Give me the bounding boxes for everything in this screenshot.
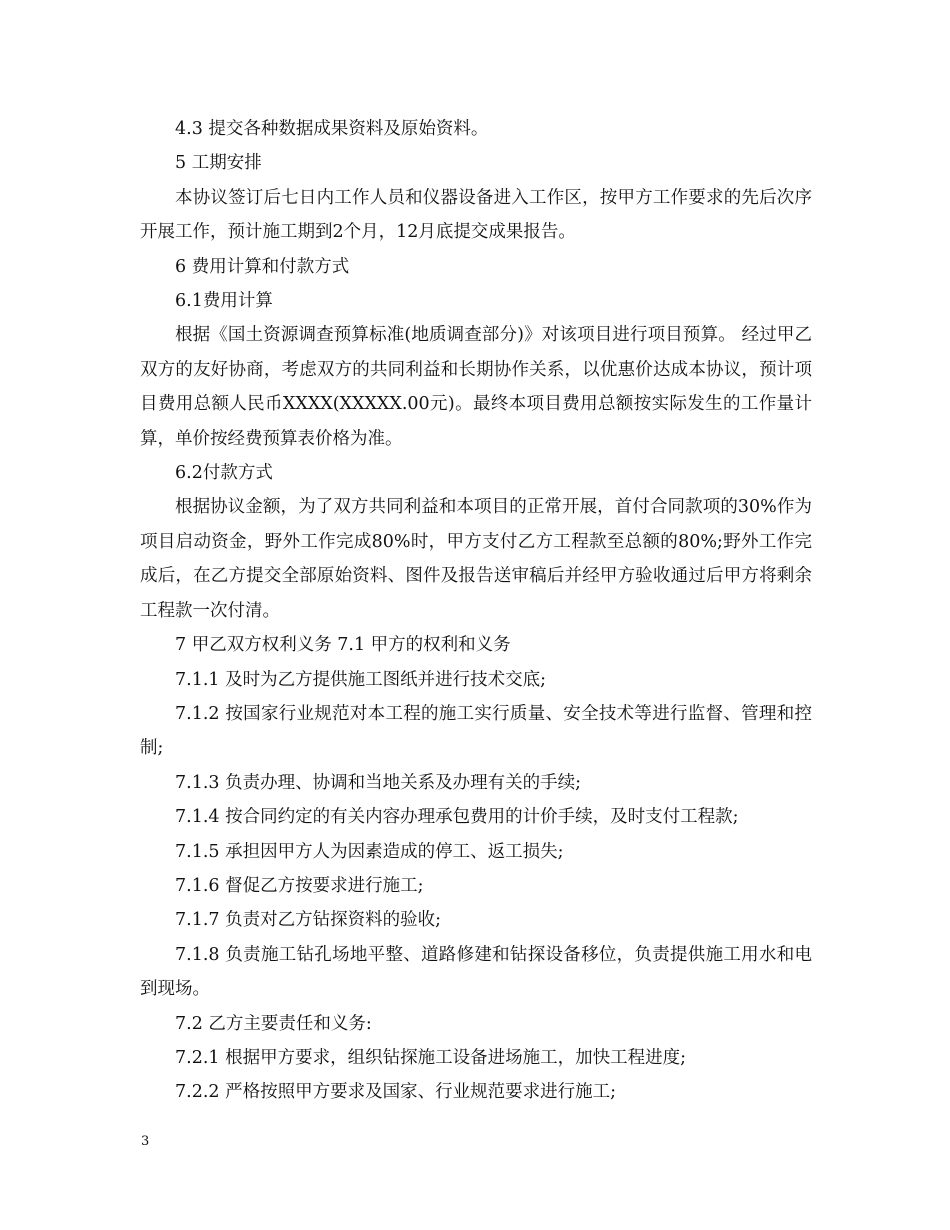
clause-7-1-3: 7.1.3 负责办理、协调和当地关系及办理有关的手续; [175, 772, 581, 793]
clause-7-2-2: 7.2.2 严格按照甲方要求及国家、行业规范要求进行施工; [175, 1082, 616, 1103]
document-body [140, 112, 812, 1110]
clause-7-1-1: 7.1.1 及时为乙方提供施工图纸并进行技术交底; [175, 669, 546, 690]
clause-7-1-2: 7.1.2 按国家行业规范对本工程的施工实行质量、安全技术等进行监督、管理和控制; [140, 703, 812, 759]
heading-6-2-payment-method: 6.2付款方式 [175, 463, 273, 484]
paragraph-payment-method: 根据协议金额，为了双方共同利益和本项目的正常开展，首付合同款项的30%作为项目启动资金，野外工作完成80%时，甲方支付乙方工程款至总额的80%;野外工作完成后，在乙方提交全部原始资料、图件及报告送审稿后并经甲方验收通过后甲方将剩余工程款一次付清。 [140, 497, 812, 621]
paragraph-schedule-details: 本协议签订后七日内工作人员和仪器设备进入工作区，按甲方工作要求的先后次序开展工作，预计施工期到2个月，12月底提交成果报告。 [140, 187, 812, 243]
clause-7-1-5: 7.1.5 承担因甲方人为因素造成的停工、返工损失; [175, 841, 564, 862]
clause-7-1-6: 7.1.6 督促乙方按要求进行施工; [175, 875, 424, 896]
clause-7-1-8: 7.1.8 负责施工钻孔场地平整、道路修建和钻探设备移位，负责提供施工用水和电到现场。 [140, 944, 812, 1000]
paragraph-4-3-submit-data: 4.3 提交各种数据成果资料及原始资料。 [175, 119, 489, 139]
clause-7-1-4: 7.1.4 按合同约定的有关内容办理承包费用的计价手续，及时支付工程款; [175, 807, 739, 828]
heading-6-1-cost-calculation: 6.1费用计算 [175, 291, 273, 312]
heading-6-cost-and-payment: 6 费用计算和付款方式 [175, 256, 350, 277]
heading-7-rights-and-obligations: 7 甲乙双方权利义务 7.1 甲方的权利和义务 [175, 635, 511, 656]
clause-7-1-7: 7.1.7 负责对乙方钻探资料的验收; [175, 910, 441, 931]
clause-7-2-1: 7.2.1 根据甲方要求，组织钻探施工设备进场施工，加快工程进度; [175, 1047, 686, 1068]
page-number: 3 [141, 1134, 150, 1149]
heading-7-2-party-b-duties: 7.2 乙方主要责任和义务: [175, 1013, 372, 1034]
paragraph-cost-calculation: 根据《国土资源调查预算标准(地质调查部分)》对该项目进行项目预算。 经过甲乙双方的友好协商，考虑双方的共同利益和长期协作关系，以优惠价达成本协议，预计项目费用总额人民币XXXX(XXXXX.00元)。最终本项目费用总额按实际发生的工作量计算，单价按经费预算表价格为准。 [140, 325, 812, 449]
heading-5-schedule: 5 工期安排 [175, 153, 262, 174]
